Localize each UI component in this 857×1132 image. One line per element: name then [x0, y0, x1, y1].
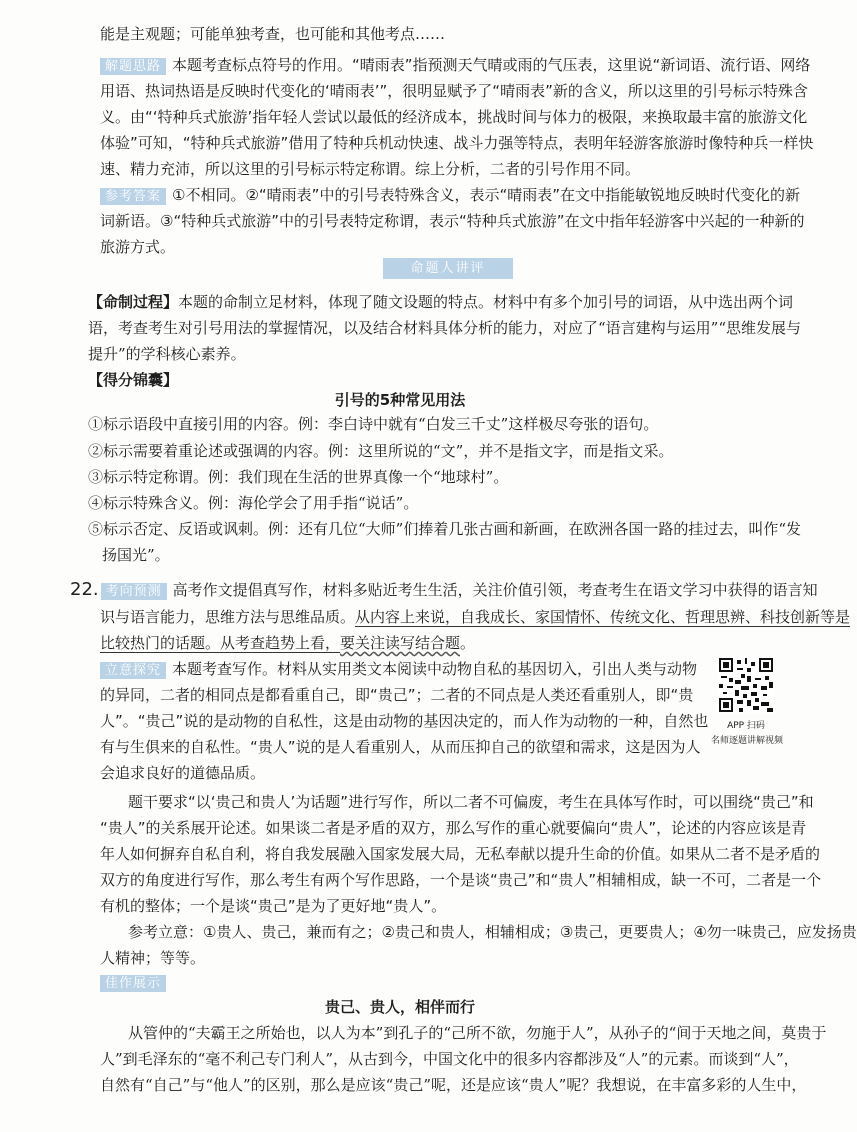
usage-item: ④标示特殊含义。例：海伦学会了用手指“说话”。: [88, 494, 419, 512]
question-number: 22.: [70, 579, 99, 600]
text-line: 扬国光”。: [102, 546, 170, 564]
text-segment: 。: [460, 634, 476, 652]
jieti-paragraph: [100, 55, 811, 75]
qr-caption: 名师逐题讲解视频: [710, 736, 783, 746]
question-22-paragraph: [70, 579, 818, 600]
essay-line: 人”到毛泽东的“毫不利己专门利人”，从古到今，中国文化中的很多内容都涉及“人”的元素。而谈到“人”，: [100, 1050, 799, 1068]
text-line-mixed: [100, 607, 851, 627]
essay-line: 从管仲的“夫霸王之所始也，以人为本”到孔子的“己所不欲，勿施于人”，从孙子的“间于天地之间，莫贵于: [128, 1024, 827, 1042]
text-line: 旅游方式。: [100, 238, 176, 256]
cankao-tag: 参考答案: [100, 188, 166, 205]
answer-paragraph: [100, 185, 800, 205]
defen-heading: 【得分锦囊】: [88, 371, 179, 389]
text-line: 速、精力充沛，所以这里的引号标示特定称谓。综上分析，二者的引号作用不同。: [100, 160, 641, 178]
text-line: 有机的整体；一个是谈“贵己”是为了更好地“贵人”。: [100, 897, 447, 915]
text-line: 本题考查写作。材料从实用类文本阅读中动物自私的基因切入，引出人类与动物: [172, 660, 698, 678]
usage-item: ②标示需要着重论述或强调的内容。例：这里所说的“文”，并不是指文字，而是指文采。: [88, 442, 674, 460]
mingzhi-heading: 【命制过程】: [88, 293, 179, 311]
text-line: 体验”可知，“特种兵式旅游”借用了特种兵机动快速、战斗力强等特点，表明年轻游客旅游时像特种兵一样快: [100, 134, 814, 152]
section-banner: 命题人讲评: [383, 258, 513, 279]
mingzhi-paragraph: [88, 292, 794, 312]
text-line: 义。由“‘特种兵式旅游’指年轻人尝试以最低的经济成本，挑战时间与体力的极限，来换取最丰富的旅游文化: [100, 108, 808, 126]
essay-title: 贵己、贵人，相伴而行: [324, 998, 475, 1016]
text-line: 高考作文提倡真写作，材料多贴近考生生活，关注价值引领，考查考生在语文学习中获得的语言知: [172, 581, 818, 599]
text-line: 的异同，二者的相同点是都看重自己，即“贵己”；二者的不同点是人类还看重别人，即“贵: [100, 686, 694, 704]
text-line: 人”。“贵己”说的是动物的自私性，这是由动物的基因决定的，而人作为动物的一种，自然也: [100, 712, 709, 730]
text-line: 有与生俱来的自私性。“贵人”说的是人看重别人，从而压抑自己的欲望和需求，这是因为人: [100, 738, 701, 756]
text-line: “贵人”的关系展开论述。如果谈二者是矛盾的双方，那么写作的重心就要偏向“贵人”，论述的内容应该是青: [100, 819, 807, 837]
usage-item: ⑤标示否定、反语或讽刺。例：还有几位“大师”们捧着几张古画和新画，在欧洲各国一路的挂过去，叫作“发: [88, 520, 802, 538]
text-line: 参考立意：①贵人、贵己，兼而有之；②贵己和贵人，相辅相成；③贵己，更要贵人；④勿一味贵己，应发扬贵: [128, 923, 857, 941]
text-line: 词新语。③“特种兵式旅游”中的引号表特定称谓，表示“特种兵式旅游”在文中指年轻游客中兴起的一种新的: [100, 212, 805, 230]
text-line: ①不相同。②“晴雨表”中的引号表特殊含义，表示“晴雨表”在文中指能敏锐地反映时代变化的新: [172, 186, 800, 204]
text-line: 人精神；等等。: [100, 949, 206, 967]
wavy-underlined-segment: 要关注读写结合题: [340, 634, 461, 652]
text-line: 题干要求“以‘贵己和贵人’为话题”进行写作，所以二者不可偏废，考生在具体写作时，可以围绕“贵己”和: [128, 793, 814, 811]
text-line-mixed: [100, 633, 790, 653]
text-line: 提升”的学科核心素养。: [88, 345, 246, 363]
jiazuo-tag: 佳作展示: [100, 975, 166, 992]
usage-item: ①标示语段中直接引用的内容。例：李白诗中就有“白发三千丈”这样极尽夸张的语句。: [88, 415, 659, 433]
yinhao-title: 引号的5种常见用法: [334, 391, 466, 409]
underlined-segment: 比较热门的话题。从考查趋势上看，: [100, 634, 341, 652]
text-line: 本题的命制立足材料，体现了随文设题的特点。材料中有多个加引号的词语，从中选出两个词: [178, 293, 794, 311]
text-line: 用语、热词热语是反映时代变化的‘晴雨表’”，很明显赋予了“晴雨表”新的含义，所以这里的引号标示特殊含: [100, 82, 808, 100]
text-segment: 识与语言能力，思维方法与思维品质。: [100, 608, 356, 626]
text-line: 年人如何摒弃自私自利，将自我发展融入国家发展大局，无私奉献以提升生命的价值。如果从二者不是矛盾的: [100, 845, 821, 863]
kaoxiang-tag: 考向预测: [101, 583, 167, 600]
liyi-tag: 立意探究: [100, 662, 166, 679]
liyi-paragraph: [100, 659, 698, 679]
text-line: 能是主观题；可能单独考查，也可能和其他考点……: [100, 25, 446, 43]
underlined-segment: 从内容上来说，自我成长、家国情怀、传统文化、哲理思辨、科技创新等是: [355, 608, 851, 626]
usage-item: ③标示特定称谓。例：我们现在生活的世界真像一个“地球村”。: [88, 468, 509, 486]
text-line: 会追求良好的道德品质。: [100, 764, 266, 782]
jiazuo-row: [100, 972, 790, 992]
qr-code-icon[interactable]: [717, 656, 775, 714]
text-line: 双方的角度进行写作，那么考生有两个写作思路，一个是谈“贵己”和“贵人”相辅相成，缺一不可，二者是一个: [100, 871, 822, 889]
text-line: 语，考查考生对引号用法的掌握情况，以及结合材料具体分析的能力，对应了“语言建构与运用”“思维发展与: [88, 319, 802, 337]
qr-caption: APP 扫码: [727, 721, 765, 731]
jieti-tag: 解题思路: [100, 58, 166, 75]
essay-line: 自然有“自己”与“他人”的区别，那么是应该“贵己”呢，还是应该“贵人”呢？我想说，在丰富多彩的人生中，: [100, 1076, 807, 1094]
text-line: 本题考查标点符号的作用。“晴雨表”指预测天气晴或雨的气压表，这里说“新词语、流行语、网络: [172, 56, 811, 74]
